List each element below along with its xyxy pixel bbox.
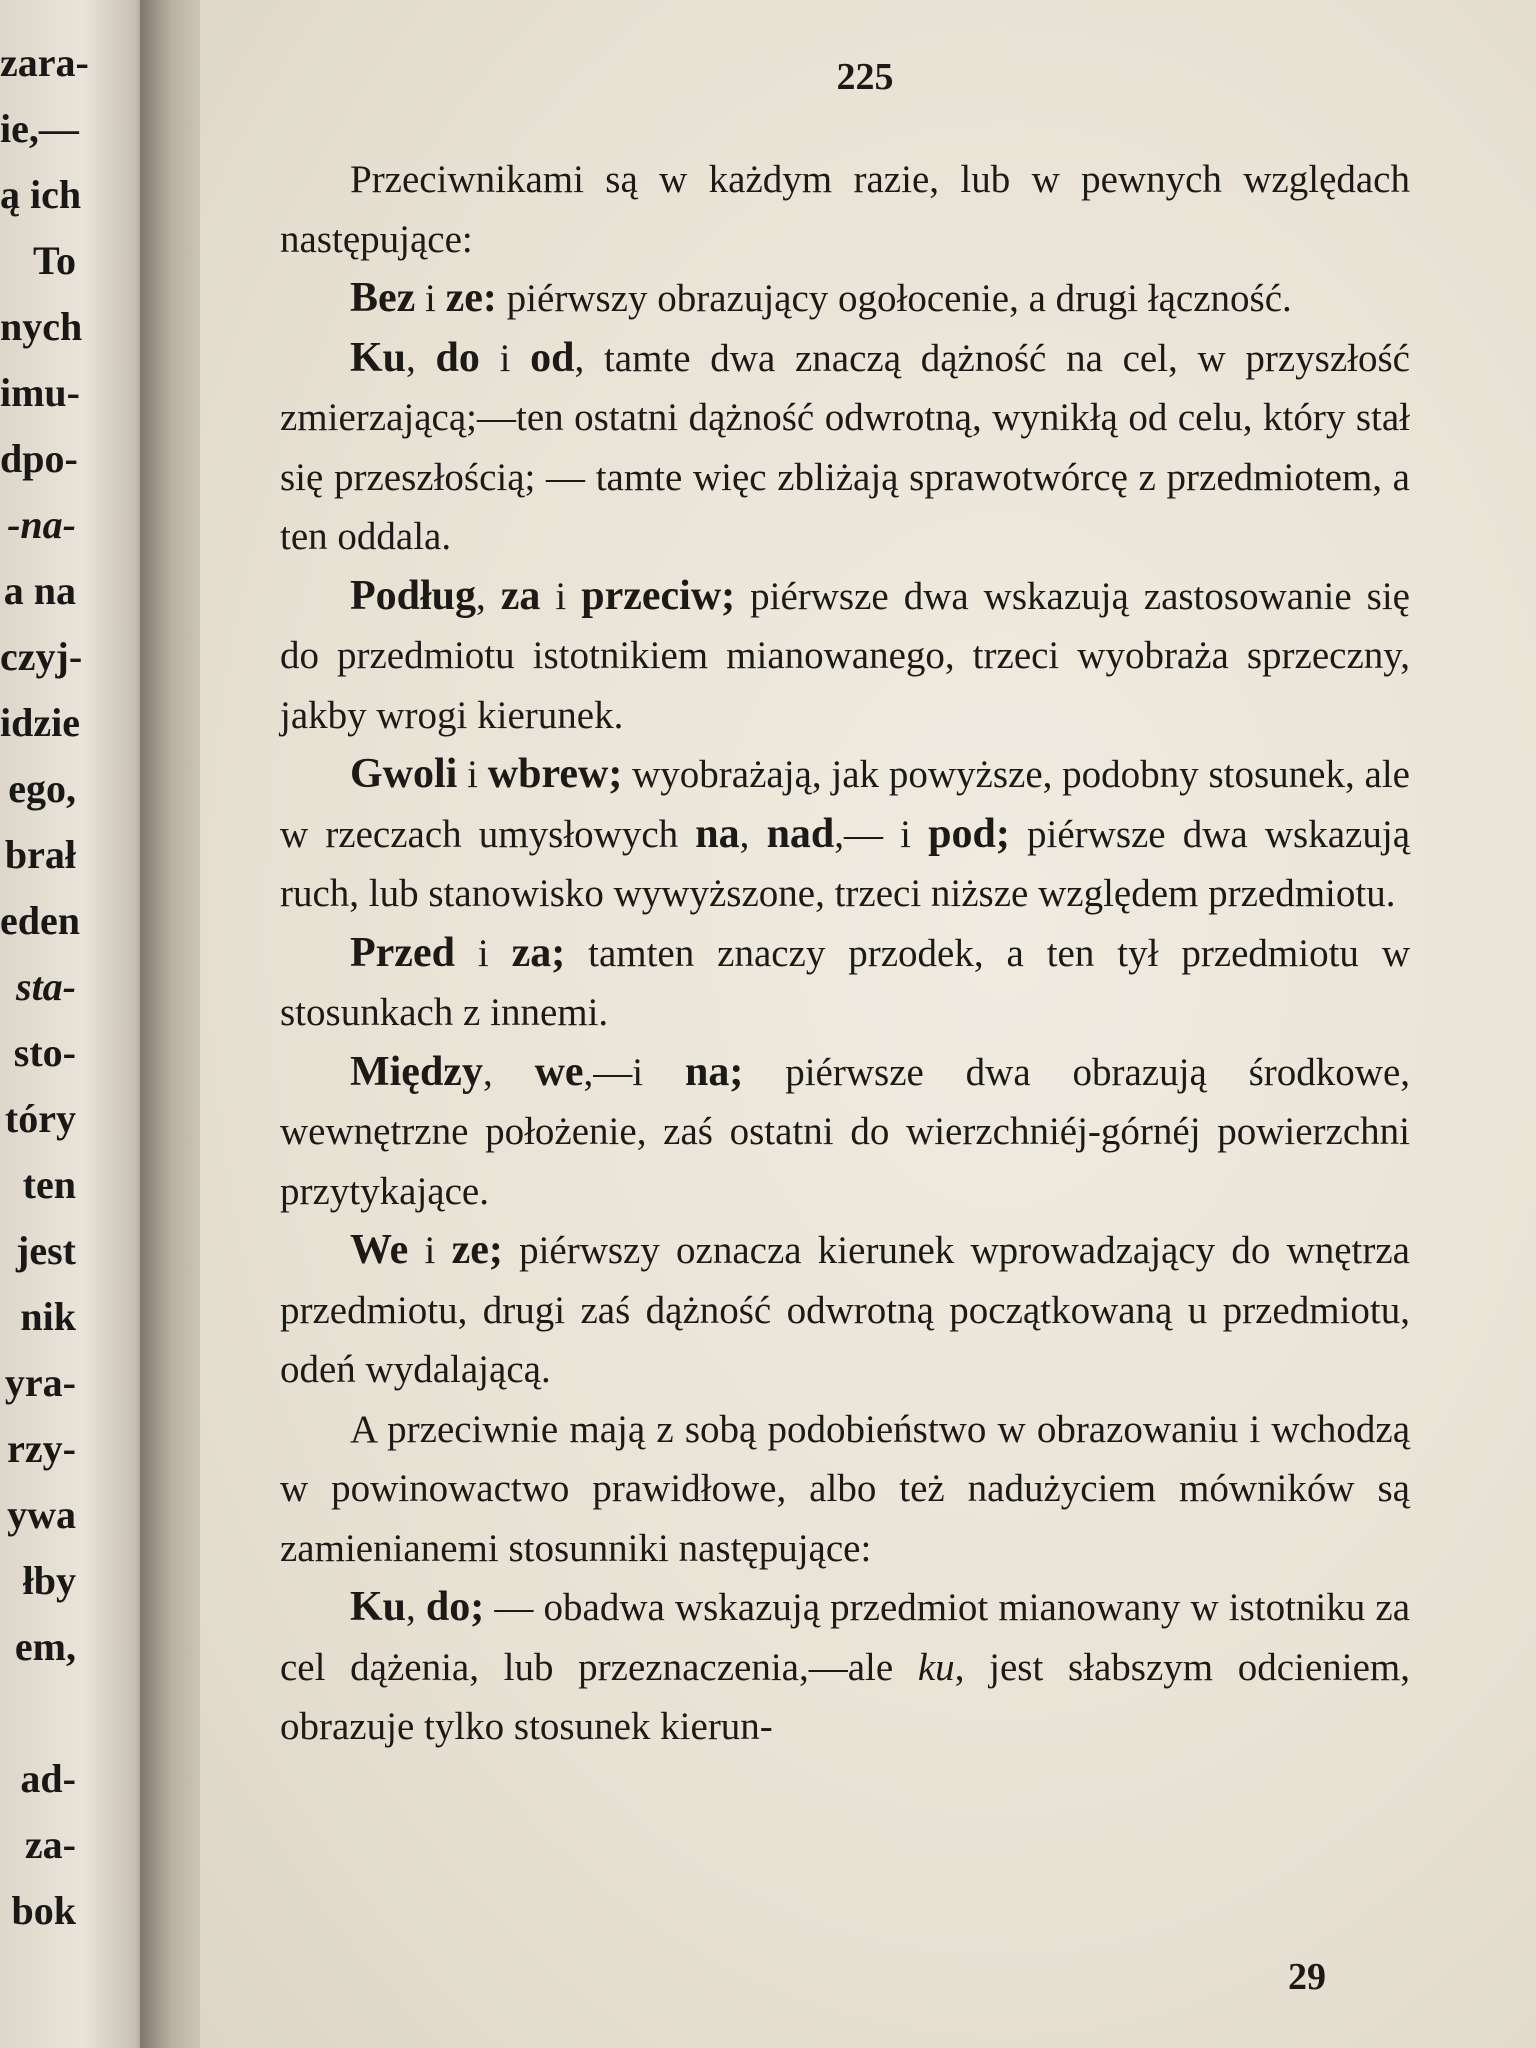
keyword-term: za; (511, 929, 566, 976)
body-text-run: i (540, 574, 582, 618)
keyword-term: Ku (350, 334, 407, 381)
left-page-line-fragment: zara- (0, 40, 89, 85)
page-number: 225 (836, 56, 894, 98)
left-page-line-fragment: ten (22, 1162, 76, 1207)
body-text-run: — obadwa wskazują przedmiot mianowany w istotniku za cel dążenia, lub przeznaczenia,—ale (280, 1586, 1411, 1689)
body-text-run: A przeciwnie mają z sobą podobieństwo w obrazowaniu i wchodzą w powinowactwo prawidłowe, albo też nadużyciem mówników są zamienianemi stosunniki następujące: (280, 1407, 1410, 1570)
body-paragraph (280, 1400, 1410, 1579)
body-text-run: piérwszy oznacza kierunek wprowadzający do wnętrza przedmiotu, drugi zaś dążność odwrotną początkowaną u przedmiotu, odeń wydalającą. (280, 1229, 1410, 1391)
body-text-run: piérwsze dwa wskazują zastosowanie się do przedmiotu istotnikiem mianowanego, trzeci wyobraża sprzeczny, jakby wrogi kierunek. (280, 574, 1410, 737)
body-text-run: , tamte dwa znaczą dążność na cel, w przyszłość zmierzającą;—ten ostatni dążność odwrotną, wynikłą od celu, który stał się przeszłością; — tamte więc zbliżają sprawotwórcę z przedmiotem, a ten oddala. (280, 336, 1410, 558)
keyword-term: Przed (350, 929, 455, 976)
keyword-term: Podług (350, 572, 477, 619)
body-text-run: piérwszy obrazujący ogołocenie, a drugi łączność. (496, 277, 1292, 320)
body-text-run: i (454, 931, 512, 975)
keyword-term: ze; (451, 1227, 503, 1273)
left-page (0, 0, 150, 2048)
body-text-run: , (739, 812, 767, 856)
keyword-term: do; (425, 1584, 485, 1630)
left-page-line-fragment: ywa (7, 1492, 76, 1537)
left-page-line-fragment: ego, (8, 766, 76, 811)
body-text-run: , (406, 336, 436, 380)
keyword-term: nad (766, 810, 835, 857)
keyword-term: Gwoli (350, 751, 458, 797)
body-text-run: tamten znaczy przodek, a ten tył przedmiotu w stosunkach z innemi. (280, 931, 1410, 1034)
body-text-run: i (479, 336, 531, 380)
page-body-text (280, 150, 1410, 1757)
left-page-line-fragment: ie,— (0, 106, 79, 151)
keyword-term: we (534, 1048, 584, 1095)
keyword-term: za (500, 572, 541, 619)
body-paragraph (280, 1043, 1410, 1222)
left-page-line-fragment: a na (3, 568, 76, 613)
right-page (200, 0, 1536, 2048)
left-page-line-fragment: łby (22, 1558, 76, 1603)
body-text-run: piérwsze dwa obrazują środkowe, wewnętrzne położenie, zaś ostatni do wierzchniéj-górnéj powierzchni przytykające. (280, 1050, 1410, 1213)
keyword-term: przeciw; (581, 572, 736, 619)
left-page-line-fragment: rzy- (7, 1426, 76, 1471)
body-text-run: ,— i (834, 812, 929, 856)
body-text-run: i (457, 753, 488, 796)
keyword-term: Bez (350, 275, 416, 321)
left-page-line-fragment: imu- (0, 370, 80, 415)
keyword-term: od (530, 334, 575, 381)
keyword-term: wbrew; (487, 751, 623, 797)
body-paragraph (280, 150, 1410, 269)
body-text-run: i (408, 1229, 452, 1272)
keyword-term: We (350, 1227, 409, 1273)
left-page-line-fragment: tóry (4, 1096, 76, 1141)
left-page-line-fragment: To (32, 238, 76, 283)
body-text-run: i (415, 277, 446, 320)
body-text-run: ,—i (583, 1050, 685, 1094)
body-paragraph (280, 1221, 1410, 1400)
body-text-run: ku (917, 1645, 955, 1689)
left-page-line-fragment: yra- (4, 1360, 76, 1405)
body-text-run: , (476, 574, 501, 618)
left-page-line-fragment: sta- (16, 964, 76, 1009)
left-page-line-fragment: brał (4, 832, 76, 877)
keyword-term: Ku (350, 1584, 407, 1630)
left-page-line-fragment: idzie (0, 700, 80, 745)
body-paragraph (280, 1578, 1410, 1757)
left-page-line-fragment: sto- (13, 1030, 76, 1075)
left-page-line-fragment: bok (11, 1888, 76, 1933)
body-text-run: wyobrażają, jak powyższe, podobny stosunek, ale w rzeczach umysłowych (280, 753, 1410, 856)
left-page-line-fragment: dpo- (0, 436, 78, 481)
keyword-term: do (435, 334, 480, 381)
left-page-line-fragment: jest (16, 1228, 76, 1273)
left-page-line-fragment: ą ich (0, 172, 82, 217)
keyword-term: pod; (928, 810, 1010, 857)
left-page-line-fragment: -na- (7, 502, 76, 547)
left-page-line-fragment: eden (0, 898, 80, 943)
body-text-run: , (406, 1586, 426, 1629)
left-page-line-fragment: za- (24, 1822, 76, 1867)
keyword-term: na; (685, 1048, 744, 1095)
body-text-run: , jest słabszym odcieniem, obrazuje tylko stosunek kierun- (280, 1645, 1410, 1748)
body-text-run: Przeciwnikami są w każdym razie, lub w pewnych względach następujące: (280, 158, 1410, 261)
keyword-term: na (695, 810, 740, 857)
body-text-run: piérwsze dwa wskazują ruch, lub stanowisko wywyższone, trzeci niższe względem przedmiotu. (280, 812, 1410, 915)
left-page-line-fragment: nik (20, 1294, 76, 1339)
body-paragraph (280, 329, 1410, 567)
keyword-term: ze: (445, 275, 497, 321)
left-page-line-fragment (0, 1680, 140, 1746)
left-page-line-fragment: ad- (20, 1756, 76, 1801)
left-page-line-fragment: nych (0, 304, 83, 349)
body-paragraph (280, 269, 1410, 329)
signature-mark: 29 (1288, 1956, 1326, 1998)
body-paragraph (280, 745, 1410, 924)
body-paragraph (280, 567, 1410, 746)
left-page-text-column (0, 30, 140, 1944)
body-paragraph (280, 924, 1410, 1043)
left-page-line-fragment: czyj- (0, 634, 83, 679)
left-page-line-fragment: em, (14, 1624, 76, 1669)
keyword-term: Między (350, 1048, 483, 1095)
body-text-run: , (482, 1050, 535, 1094)
